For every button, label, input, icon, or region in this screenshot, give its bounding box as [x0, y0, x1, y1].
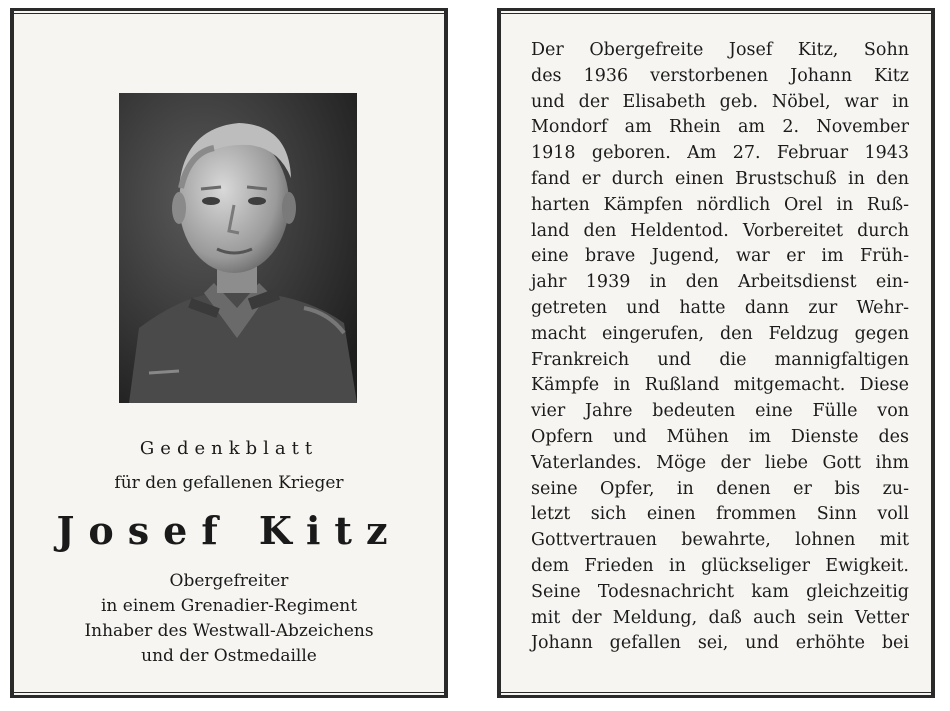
bottom-border-inner [10, 692, 448, 693]
text-line: letzt sich einen frommen Sinn voll [531, 504, 909, 525]
text-line: 1918 geboren. Am 27. Februar 1943 [531, 143, 909, 164]
text-line: macht eingerufen, den Feldzug gegen [531, 323, 909, 344]
top-border [497, 8, 935, 11]
text-line: vier Jahre bedeuten eine Fülle von [531, 401, 909, 422]
text-line: und der Elisabeth geb. Nöbel, war in [531, 91, 909, 112]
text-line: land den Heldentod. Vorbereitet durch [531, 220, 909, 241]
text-line: Frankreich und die mannigfaltigen [531, 349, 909, 370]
text-line: harten Kämpfen nördlich Orel in Ruß- [531, 194, 909, 215]
text-line: seine Opfer, in denen er bis zu- [531, 478, 909, 499]
bottom-border [497, 695, 935, 698]
detail-line: in einem Grenadier-Regiment [100, 596, 358, 616]
text-line: jahr 1939 in den Arbeitsdienst ein- [531, 272, 909, 293]
text-line: dem Frieden in glückseliger Ewigkeit. [531, 555, 909, 576]
text-line: Johann gefallen sei, und erhöhte bei [531, 633, 909, 654]
bottom-border-inner [497, 692, 935, 693]
soldier-portrait-image [119, 93, 357, 403]
memorial-subheading: für den gefallenen Krieger [114, 473, 344, 493]
top-border-inner [10, 13, 448, 14]
text-line: fand er durch einen Brustschuß in den [531, 168, 909, 189]
text-line: Vaterlandes. Möge der liebe Gott ihm [531, 452, 909, 473]
portrait-photo [119, 93, 357, 403]
text-line: eine brave Jugend, war er im Früh- [531, 246, 909, 267]
detail-line: und der Ostmedaille [141, 646, 317, 666]
detail-line: Inhaber des Westwall-Abzeichens [84, 621, 374, 641]
text-line: Gottvertrauen bewahrte, lohnen mit [531, 530, 909, 551]
text-line: Mondorf am Rhein am 2. November [531, 117, 909, 138]
soldier-name: Josef Kitz [56, 508, 402, 553]
text-line: Kämpfe in Rußland mitgemacht. Diese [531, 375, 909, 396]
detail-line: Obergefreiter [169, 571, 289, 591]
text-line: des 1936 verstorbenen Johann Kitz [531, 65, 909, 86]
text-line: Seine Todesnachricht kam gleichzeitig [531, 581, 909, 602]
bottom-border [10, 695, 448, 698]
text-line: mit der Meldung, daß auch sein Vetter [531, 607, 909, 628]
memorial-card-back [497, 8, 935, 698]
memorial-card-front [10, 8, 448, 698]
memorial-heading: Gedenkblatt [139, 438, 319, 459]
biography-text [531, 38, 909, 657]
top-border-inner [497, 13, 935, 14]
top-border [10, 8, 448, 11]
text-line: getreten und hatte dann zur Wehr- [531, 297, 909, 318]
text-line: Der Obergefreite Josef Kitz, Sohn [531, 40, 909, 60]
text-line: Opfern und Mühen im Dienste des [531, 426, 909, 447]
